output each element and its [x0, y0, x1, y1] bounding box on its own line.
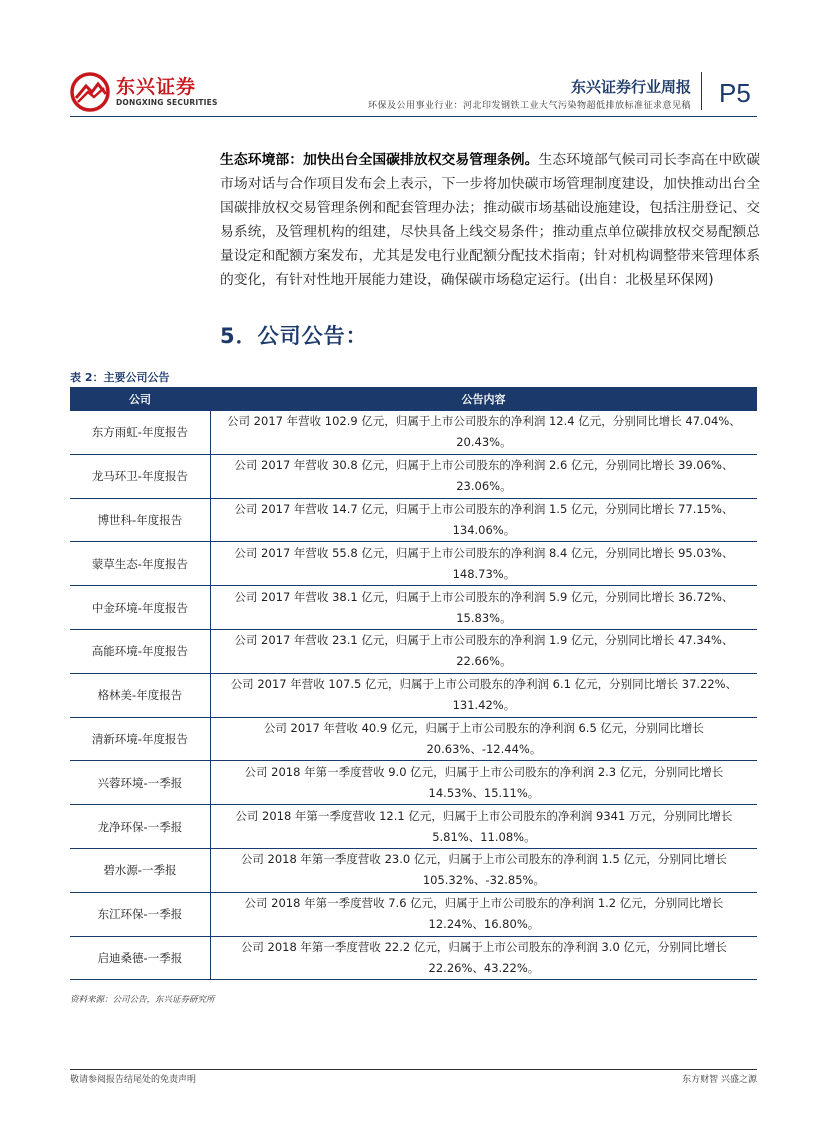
- header-company: 公司: [129, 393, 151, 406]
- footer-disclaimer: 敬请参阅报告结尾处的免责声明: [70, 1075, 197, 1085]
- table-row: [70, 761, 757, 805]
- paragraph-body: 生态环境部气候司司长李高在中欧碳市场对话与合作项目发布会上表示，下一步将加快碳市场管理制度建设，加快推动出台全国碳排放权交易管理条例和配套管理办法；推动碳市场基础设施建设，包括注册登记、交易系统，及管理机构的组建，尽快具备上线交易条件；推动重点单位碳排放权交易配额总量设定和配额方案发布，尤其是发电行业配额分配技术指南；针对机构调整带来管理体系的变化，有针对性地开展能力建设，确保碳市场稳定运行。(出自：北极星环保网): [220, 152, 761, 288]
- brand-name-cn: 东兴证券: [116, 76, 197, 98]
- header-content: 公告内容: [461, 393, 506, 406]
- footer-rule: [70, 1069, 757, 1070]
- company-cell: 龙马环卫-年度报告: [70, 455, 211, 498]
- report-title: 东兴证券行业周报: [570, 78, 691, 96]
- company-cell: 格林美-年度报告: [70, 674, 211, 717]
- table-header: [70, 387, 757, 411]
- company-cell: 高能环境-年度报告: [70, 630, 211, 673]
- paragraph-lead: 生态环境部：加快出台全国碳排放权交易管理条例。: [220, 152, 539, 168]
- content-cell: 公司 2018 年第一季度营收 22.2 亿元，归属于上市公司股东的净利润 3.0 亿元，分别同比增长 22.26%、43.22%。: [240, 939, 727, 975]
- content-cell: 公司 2017 年营收 23.1 亿元，归属于上市公司股东的净利润 1.9 亿元，分别同比增长 47.34%、22.66%。: [234, 633, 734, 669]
- content-cell: 公司 2017 年营收 102.9 亿元，归属于上市公司股东的净利润 12.4 亿元，分别同比增长 47.04%、20.43%。: [227, 414, 741, 450]
- table-row: [70, 718, 757, 762]
- company-cell: 龙净环保-一季报: [70, 805, 211, 848]
- news-paragraph: [220, 148, 760, 292]
- table-row: [70, 674, 757, 718]
- content-cell: 公司 2017 年营收 38.1 亿元，归属于上市公司股东的净利润 5.9 亿元，分别同比增长 36.72%、15.83%。: [234, 589, 734, 625]
- header-divider: [701, 72, 702, 110]
- table-row: [70, 586, 757, 630]
- table-caption: 表 2：主要公司公告: [70, 371, 170, 384]
- footer-slogan: 东方财智 兴盛之源: [682, 1075, 757, 1085]
- content-cell: 公司 2017 年营收 30.8 亿元，归属于上市公司股东的净利润 2.6 亿元，分别同比增长 39.06%、23.06%。: [234, 458, 734, 494]
- company-cell: 清新环境-年度报告: [70, 718, 211, 761]
- company-cell: 碧水源-一季报: [70, 849, 211, 892]
- table-row: [70, 411, 757, 455]
- content-cell: 公司 2017 年营收 55.8 亿元，归属于上市公司股东的净利润 8.4 亿元，分别同比增长 95.03%、148.73%。: [234, 545, 734, 581]
- content-cell: 公司 2018 年第一季度营收 12.1 亿元，归属于上市公司股东的净利润 9341 万元，分别同比增长 5.81%、11.08%。: [235, 808, 733, 844]
- header-rule: [70, 116, 757, 117]
- report-subtitle: 环保及公用事业行业：河北印发钢铁工业大气污染物超低排放标准征求意见稿: [367, 101, 691, 111]
- company-cell: 东江环保-一季报: [70, 893, 211, 936]
- content-cell: 公司 2017 年营收 40.9 亿元，归属于上市公司股东的净利润 6.5 亿元，分别同比增长 20.63%、-12.44%。: [263, 720, 704, 756]
- table-row: [70, 805, 757, 849]
- content-cell: 公司 2017 年营收 107.5 亿元，归属于上市公司股东的净利润 6.1 亿元，分别同比增长 37.22%、131.42%。: [230, 677, 738, 713]
- company-cell: 中金环境-年度报告: [70, 586, 211, 629]
- company-cell: 兴蓉环境-一季报: [70, 761, 211, 804]
- content-cell: 公司 2018 年第一季度营收 9.0 亿元，归属于上市公司股东的净利润 2.3 亿元，分别同比增长 14.53%、15.11%。: [244, 764, 724, 800]
- dongxing-logo-icon: [70, 72, 112, 112]
- company-cell: 启迪桑德-一季报: [70, 937, 211, 980]
- table-row: [70, 893, 757, 937]
- announcement-table: [70, 387, 757, 980]
- table-row: [70, 630, 757, 674]
- company-cell: 东方雨虹-年度报告: [70, 411, 211, 454]
- table-row: [70, 937, 757, 981]
- table-row: [70, 499, 757, 543]
- content-cell: 公司 2018 年第一季度营收 7.6 亿元，归属于上市公司股东的净利润 1.2 亿元，分别同比增长 12.24%、16.80%。: [244, 896, 724, 932]
- brand-name-en: DONGXING SECURITIES: [116, 98, 218, 107]
- table-row: [70, 455, 757, 499]
- company-logo: [70, 72, 218, 112]
- company-cell: 蒙草生态-年度报告: [70, 542, 211, 585]
- company-cell: 博世科-年度报告: [70, 499, 211, 542]
- content-cell: 公司 2018 年第一季度营收 23.0 亿元，归属于上市公司股东的净利润 1.5 亿元，分别同比增长 105.32%、-32.85%。: [240, 852, 727, 888]
- section-heading: 5．公司公告：: [220, 324, 368, 348]
- table-row: [70, 849, 757, 893]
- table-source: 资料来源：公司公告，东兴证券研究所: [70, 995, 215, 1005]
- table-row: [70, 542, 757, 586]
- content-cell: 公司 2017 年营收 14.7 亿元，归属于上市公司股东的净利润 1.5 亿元，分别同比增长 77.15%、134.06%。: [234, 501, 734, 537]
- page-number: P5: [719, 78, 751, 108]
